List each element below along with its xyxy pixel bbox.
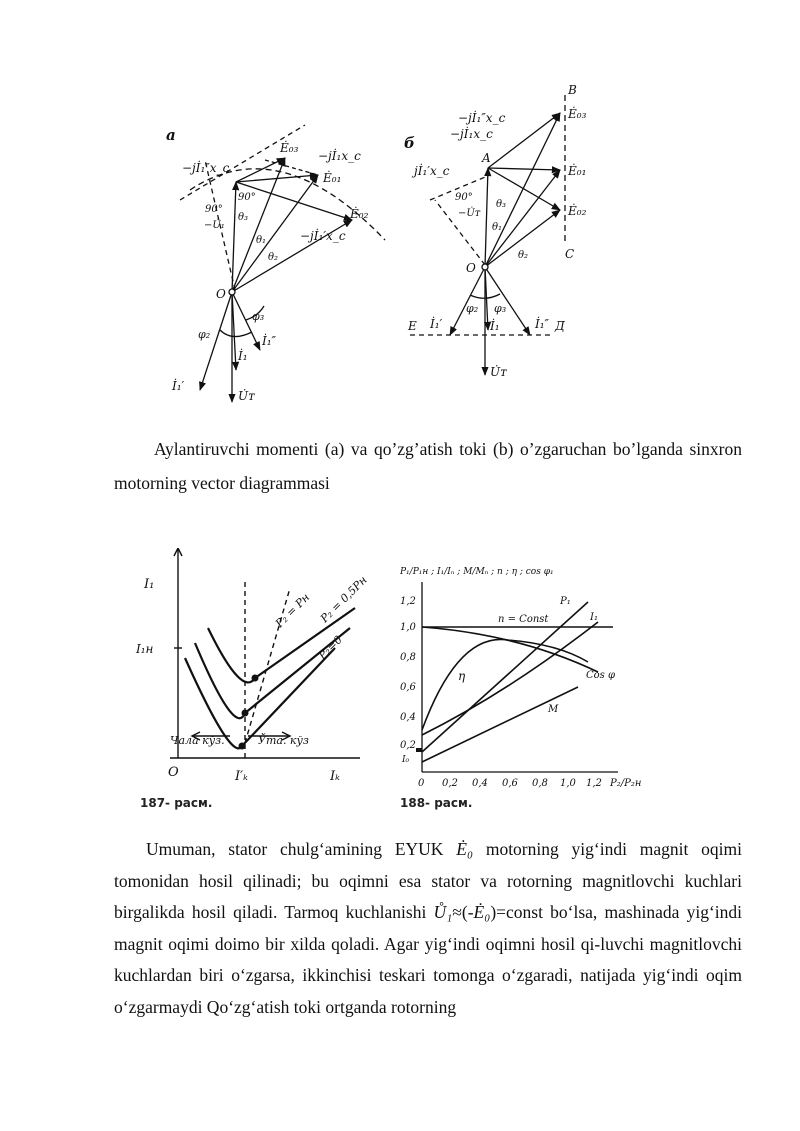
min-point-1 bbox=[252, 675, 259, 682]
svg-text:O: O bbox=[216, 287, 226, 301]
svg-text:P₁/P₁н ; I₁/Iₙ ; M/Mₙ ; n ; η: P₁/P₁н ; I₁/Iₙ ; M/Mₙ ; n ; η ; cos φ₁ bbox=[400, 567, 554, 577]
svg-text:Чалa кўз.: Чалa кўз. bbox=[170, 734, 225, 747]
symbol-e0: Ė₀ bbox=[456, 839, 474, 859]
svg-text:θ₃: θ₃ bbox=[496, 199, 507, 210]
svg-text:A: A bbox=[482, 151, 491, 165]
min-point-3 bbox=[239, 743, 246, 750]
svg-text:P₁: P₁ bbox=[560, 596, 571, 607]
svg-text:Д: Д bbox=[555, 319, 565, 333]
paragraph-part-3: ≈(- bbox=[452, 902, 474, 922]
svg-text:Ė₀₂: Ė₀₂ bbox=[350, 207, 369, 221]
curve-i1 bbox=[422, 622, 598, 735]
svg-text:I₁: I₁ bbox=[590, 612, 598, 623]
figure-188-label: 188- расм. bbox=[400, 796, 473, 810]
svg-text:0,4: 0,4 bbox=[472, 778, 488, 789]
svg-text:İ₁′: İ₁′ bbox=[430, 317, 443, 331]
svg-text:U̇ᴛ: U̇ᴛ bbox=[238, 389, 255, 403]
svg-text:jİ₁′x_c: jİ₁′x_c bbox=[414, 164, 450, 178]
svg-text:İ₁″: İ₁″ bbox=[262, 334, 277, 348]
svg-text:Ўта. кўз: Ўта. кўз bbox=[258, 734, 309, 747]
svg-text:I₁н: I₁н bbox=[136, 642, 154, 656]
svg-text:I₀: I₀ bbox=[402, 755, 410, 765]
svg-text:η: η bbox=[458, 669, 466, 683]
svg-text:−U̇₁: −U̇₁ bbox=[204, 220, 225, 231]
svg-text:Iₖ: Iₖ bbox=[330, 769, 340, 784]
vector-e03 bbox=[485, 113, 560, 267]
svg-text:0,6: 0,6 bbox=[400, 682, 416, 693]
vector-u1neg bbox=[232, 182, 236, 292]
svg-text:0: 0 bbox=[418, 778, 425, 789]
svg-text:O: O bbox=[168, 765, 179, 780]
figure-caption: Aylantiruvchi momenti (a) va qo’zg’atish toki (b) o’zgaruchan bo’lganda sinxron motorning vector diagrammasi bbox=[114, 439, 742, 493]
svg-text:İ₁: İ₁ bbox=[238, 349, 248, 363]
svg-text:İ₁′: İ₁′ bbox=[172, 379, 185, 393]
symbol-u1: Ů₁ bbox=[433, 902, 453, 922]
svg-text:I₁: I₁ bbox=[144, 577, 155, 592]
svg-text:I′ₖ: I′ₖ bbox=[235, 769, 248, 784]
svg-text:φ₂: φ₂ bbox=[466, 302, 479, 315]
svg-text:90°: 90° bbox=[455, 192, 473, 203]
svg-text:φ₃: φ₃ bbox=[252, 310, 265, 323]
figure-188-characteristics bbox=[398, 552, 643, 792]
svg-text:0,2: 0,2 bbox=[442, 778, 458, 789]
svg-text:−jİ₁x_c: −jİ₁x_c bbox=[450, 127, 493, 141]
svg-text:0,2: 0,2 bbox=[400, 740, 416, 751]
svg-text:0,6: 0,6 bbox=[502, 778, 518, 789]
svg-text:−U̇ᴛ: −U̇ᴛ bbox=[458, 208, 481, 219]
paragraph-part-1: Umuman, stator chulg‘amining EYUK bbox=[146, 839, 457, 859]
svg-text:Ė₀₁: Ė₀₁ bbox=[568, 164, 587, 178]
svg-text:0,8: 0,8 bbox=[400, 652, 416, 663]
svg-text:1,0: 1,0 bbox=[560, 778, 576, 789]
vector-diagram-b bbox=[400, 80, 615, 400]
svg-text:P₂=0: P₂=0 bbox=[315, 633, 345, 663]
vector-i1p bbox=[200, 292, 232, 390]
svg-text:E: E bbox=[408, 319, 417, 333]
svg-text:θ₂: θ₂ bbox=[268, 252, 279, 263]
svg-text:θ₂: θ₂ bbox=[518, 250, 529, 261]
curve-cos bbox=[422, 627, 598, 672]
svg-text:Ė₀₃: Ė₀₃ bbox=[568, 107, 587, 121]
svg-text:O: O bbox=[466, 261, 476, 275]
vector-diagram-a bbox=[160, 120, 390, 420]
svg-text:−jİ₁′x_c: −jİ₁′x_c bbox=[300, 229, 346, 243]
svg-text:İ₁: İ₁ bbox=[490, 319, 500, 333]
curve-eta bbox=[422, 639, 588, 730]
paragraph-part-2: motorning yig‘indi magnit oqimi tomonidan hosil qilinadi; bu oqimni esa stator va rotorning magnitlovchi kuchlari birgalikda hosil qiladi. Tarmoq kuchlanishi bbox=[114, 839, 742, 922]
svg-text:Ė₀₁: Ė₀₁ bbox=[323, 171, 342, 185]
svg-text:P₂ = Pн: P₂ = Pн bbox=[272, 590, 313, 631]
figure-187-label: 187- расм. bbox=[140, 796, 213, 810]
svg-text:1,0: 1,0 bbox=[400, 622, 416, 633]
svg-text:C: C bbox=[565, 247, 575, 261]
svg-text:Cos φ: Cos φ bbox=[586, 670, 615, 681]
curve-m bbox=[422, 687, 578, 762]
svg-text:U̇ᴛ: U̇ᴛ bbox=[490, 365, 507, 379]
svg-text:B: B bbox=[568, 83, 577, 97]
body-paragraph bbox=[114, 834, 742, 1023]
svg-text:б: б bbox=[404, 134, 415, 152]
svg-text:θ₃: θ₃ bbox=[238, 212, 249, 223]
svg-text:n = Const: n = Const bbox=[498, 614, 549, 625]
svg-text:0,4: 0,4 bbox=[400, 712, 416, 723]
svg-text:a: a bbox=[166, 126, 176, 144]
svg-text:φ₃: φ₃ bbox=[494, 302, 507, 315]
min-point-2 bbox=[242, 710, 249, 717]
svg-text:−jİ₁x_c: −jİ₁x_c bbox=[318, 149, 361, 163]
svg-text:θ₁: θ₁ bbox=[256, 235, 267, 246]
svg-text:−jİ₁″x_c: −jİ₁″x_c bbox=[458, 111, 506, 125]
svg-text:1,2: 1,2 bbox=[400, 596, 416, 607]
svg-text:90°: 90° bbox=[205, 204, 223, 215]
figure-187-v-curves bbox=[130, 548, 370, 793]
vector-i1p bbox=[450, 267, 485, 335]
vector-ut-neg bbox=[485, 168, 488, 267]
svg-text:1,2: 1,2 bbox=[586, 778, 602, 789]
svg-text:M: M bbox=[548, 704, 559, 715]
svg-text:90°: 90° bbox=[238, 192, 256, 203]
svg-text:−jİ₁″x_c: −jİ₁″x_c bbox=[182, 161, 230, 175]
svg-text:P₂/P₂н: P₂/P₂н bbox=[610, 778, 642, 789]
paragraph-part-4: )=const bo‘lsa, mashinada yig‘indi magnit oqimi doimo bir xilda qoladi. Agar yig‘indi oqimni hosil qi-luvchi magnitlovchi kuchlardan biri o‘zgarsa, ikkinchisi teskari tomonga o‘zgaradi, natijada yig‘indi oqim o‘zgarmaydi Qo‘zg‘atish toki ortganda rotorning bbox=[114, 902, 742, 1017]
svg-text:İ₁″: İ₁″ bbox=[535, 317, 550, 331]
svg-text:P₂ = 0,5Pн: P₂ = 0,5Pн bbox=[317, 573, 370, 626]
symbol-e0-second: Ė₀ bbox=[473, 902, 491, 922]
svg-text:Ė₀₃: Ė₀₃ bbox=[280, 141, 299, 155]
svg-text:φ₂: φ₂ bbox=[198, 328, 211, 341]
svg-text:θ₁: θ₁ bbox=[492, 222, 503, 233]
svg-text:Ė₀₂: Ė₀₂ bbox=[568, 204, 587, 218]
svg-text:0,8: 0,8 bbox=[532, 778, 548, 789]
